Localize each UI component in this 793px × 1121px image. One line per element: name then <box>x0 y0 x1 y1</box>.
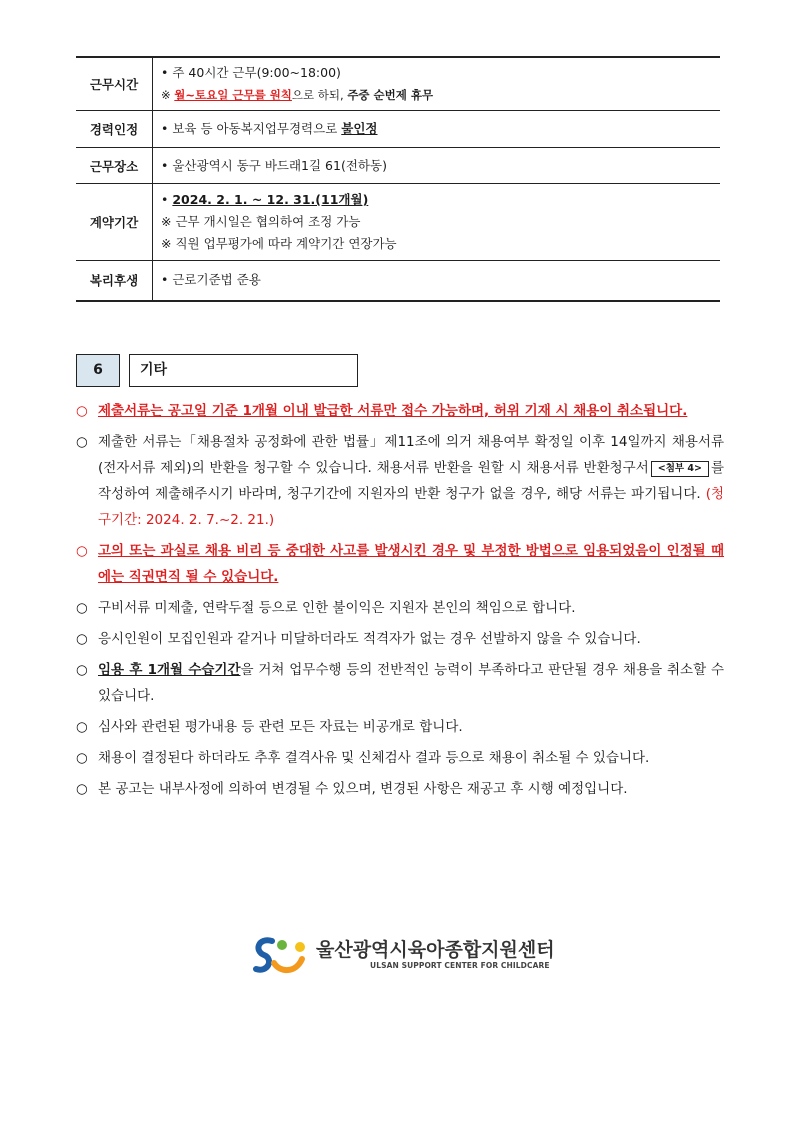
employment-conditions-table <box>76 56 720 302</box>
bullet-circle: ○ <box>76 662 88 678</box>
not-recognized-text: 불인정 <box>341 121 378 136</box>
list-item: ○ 제출한 서류는「채용절차 공정화에 관한 법률」제11조에 의거 채용여부 확정일 이후 14일까지 채용서류(전자서류 제외)의 반환을 청구할 수 있습니다. 채용서류 반환을 원할 시 채용서류 반환청구서 <첨부 4> 를 작성하여 제출해주시기 바라며, 청구기간에 지원자의 반환 청구가 없을 경우, 해당 서류는 파기됩니다. (청구기간: 2024. 2. 7.~2. 21.) <box>76 429 724 533</box>
bullet-circle: ○ <box>76 403 88 419</box>
section-number: 6 <box>76 354 120 387</box>
row-value: • 2024. 2. 1. ~ 12. 31.(11개월) ※ 근무 개시일은 협의하여 조정 가능 ※ 직원 업무평가에 따라 계약기간 연장가능 <box>153 184 721 261</box>
documents-notice: 제출서류는 공고일 기준 1개월 이내 발급한 서류만 접수 가능하며, 허위 기재 시 채용이 취소됩니다. <box>98 403 688 419</box>
bullet-circle: ○ <box>76 750 88 766</box>
row-label: 근무장소 <box>76 148 153 184</box>
bullet-circle: ○ <box>76 719 88 735</box>
workplace-address: 울산광역시 동구 바드래1길 61(전하동) <box>172 157 387 173</box>
table-row <box>76 184 720 261</box>
section-title: 기타 <box>129 354 358 387</box>
center-name-korean: 울산광역시육아종합지원센터 <box>316 939 555 961</box>
row-value: • 주 40시간 근무(9:00~18:00) ※ 월~토요일 근무를 원칙으로 하되, 주중 순번제 휴무 <box>153 57 721 111</box>
bullet-circle: ○ <box>76 631 88 647</box>
work-days-note: 월~토요일 근무를 원칙 <box>174 88 292 102</box>
contract-period: 2024. 2. 1. ~ 12. 31.(11개월) <box>172 192 369 207</box>
attachment-badge: <첨부 4> <box>651 461 709 477</box>
list-item: ○ 심사와 관련된 평가내용 등 관련 모든 자료는 비공개로 합니다. <box>76 714 724 740</box>
bullet-circle: ○ <box>76 434 88 450</box>
row-label: 근무시간 <box>76 57 153 111</box>
row-label: 계약기간 <box>76 184 153 261</box>
list-item: ○ 임용 후 1개월 수습기간을 거쳐 업무수행 등의 전반적인 능력이 부족하다고 판단될 경우 채용을 취소할 수 있습니다. <box>76 657 724 709</box>
dismissal-notice: 고의 또는 과실로 채용 비리 등 중대한 사고를 발생시킨 경우 및 부정한 방법으로 임용되었음이 인정될 때에는 직권면직 될 수 있습니다. <box>98 543 724 585</box>
list-item: ○ 응시인원이 모집인원과 같거나 미달하더라도 적격자가 없는 경우 선발하지 않을 수 있습니다. <box>76 626 724 652</box>
center-name-english: ULSAN SUPPORT CENTER FOR CHILDCARE <box>370 961 550 970</box>
childcare-center-emblem-icon <box>252 933 314 977</box>
probation-period: 임용 후 1개월 수습기간 <box>98 662 241 678</box>
row-value: • 보육 등 아동복지업무경력으로 불인정 <box>153 111 721 148</box>
work-hours-text: 주 40시간 근무(9:00~18:00) <box>172 65 341 80</box>
list-item: ○ 본 공고는 내부사정에 의하여 변경될 수 있으며, 변경된 사항은 재공고 후 시행 예정입니다. <box>76 776 724 802</box>
list-item: ○ 채용이 결정된다 하더라도 추후 결격사유 및 신체검사 결과 등으로 채용이 취소될 수 있습니다. <box>76 745 724 771</box>
bullet-circle: ○ <box>76 600 88 616</box>
bullet-circle: ○ <box>76 543 88 559</box>
list-item <box>76 398 724 424</box>
row-label: 경력인정 <box>76 111 153 148</box>
table-row <box>76 111 720 148</box>
bullet-circle: ○ <box>76 781 88 797</box>
row-value: • 울산광역시 동구 바드래1길 61(전하동) <box>153 148 721 184</box>
row-value: • 근로기준법 준용 <box>153 261 721 301</box>
claim-period: (청구기간: 2024. 2. 7.~2. 21.) <box>98 486 724 528</box>
notice-list <box>76 398 724 807</box>
center-logo <box>252 933 555 977</box>
row-label: 복리후생 <box>76 261 153 301</box>
table-row <box>76 57 720 111</box>
rotation-note: 주중 순번제 휴무 <box>347 88 434 102</box>
list-item: ○ 구비서류 미제출, 연락두절 등으로 인한 불이익은 지원자 본인의 책임으로 합니다. <box>76 595 724 621</box>
table-row <box>76 261 720 301</box>
table-row <box>76 148 720 184</box>
list-item <box>76 538 724 590</box>
